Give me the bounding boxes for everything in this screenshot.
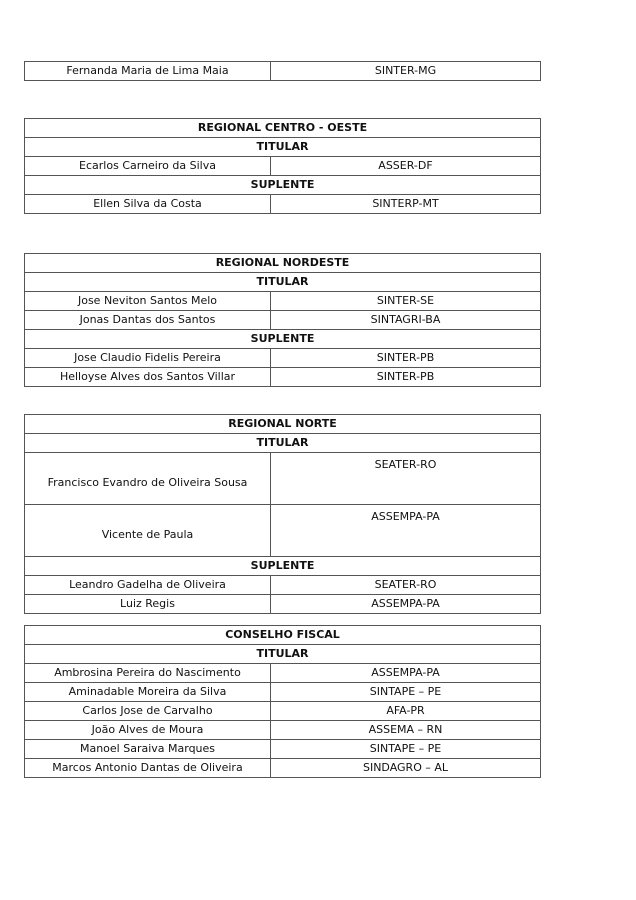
member-name: Helloyse Alves dos Santos Villar: [25, 368, 271, 387]
member-name: Luiz Regis: [25, 595, 271, 614]
member-org: ASSEMPA-PA: [271, 595, 541, 614]
titular-label: TITULAR: [25, 645, 541, 664]
member-name: Leandro Gadelha de Oliveira: [25, 576, 271, 595]
member-name: Fernanda Maria de Lima Maia: [25, 62, 271, 81]
table-row: [25, 62, 541, 81]
member-name: Ambrosina Pereira do Nascimento: [25, 664, 271, 683]
member-org: SEATER-RO: [271, 453, 541, 505]
suplente-label: SUPLENTE: [25, 176, 541, 195]
member-org: SINTER-PB: [271, 368, 541, 387]
table-row: [25, 311, 541, 330]
member-name: João Alves de Moura: [25, 721, 271, 740]
member-org: SEATER-RO: [271, 576, 541, 595]
table-row: [25, 595, 541, 614]
member-name: Jose Neviton Santos Melo: [25, 292, 271, 311]
regional-norte-table: [24, 414, 541, 614]
titular-label: TITULAR: [25, 138, 541, 157]
member-name: Jonas Dantas dos Santos: [25, 311, 271, 330]
section-title: REGIONAL NORTE: [25, 415, 541, 434]
member-org: SINTER-SE: [271, 292, 541, 311]
member-org: ASSEMA – RN: [271, 721, 541, 740]
section-title: CONSELHO FISCAL: [25, 626, 541, 645]
member-name: Manoel Saraiva Marques: [25, 740, 271, 759]
table-row: [25, 368, 541, 387]
member-org: SINTAPE – PE: [271, 740, 541, 759]
conselho-fiscal-table: [24, 625, 541, 778]
member-name: Vicente de Paula: [25, 505, 271, 557]
member-name: Aminadable Moreira da Silva: [25, 683, 271, 702]
regional-nordeste-table: [24, 253, 541, 387]
table-row: [25, 576, 541, 595]
table-row: [25, 740, 541, 759]
table-row: [25, 292, 541, 311]
member-org: SINTAGRI-BA: [271, 311, 541, 330]
table-row: [25, 505, 541, 557]
section-title: REGIONAL CENTRO - OESTE: [25, 119, 541, 138]
top-table: [24, 61, 541, 81]
suplente-label: SUPLENTE: [25, 557, 541, 576]
table-row: [25, 721, 541, 740]
suplente-label: SUPLENTE: [25, 330, 541, 349]
member-org: ASSER-DF: [271, 157, 541, 176]
regional-centro-oeste-table: [24, 118, 541, 214]
member-org: SINTER-PB: [271, 349, 541, 368]
table-row: [25, 157, 541, 176]
table-row: [25, 759, 541, 778]
table-row: [25, 664, 541, 683]
member-name: Francisco Evandro de Oliveira Sousa: [25, 453, 271, 505]
member-name: Marcos Antonio Dantas de Oliveira: [25, 759, 271, 778]
member-org: ASSEMPA-PA: [271, 664, 541, 683]
member-name: Ecarlos Carneiro da Silva: [25, 157, 271, 176]
table-row: [25, 683, 541, 702]
member-org: SINTAPE – PE: [271, 683, 541, 702]
member-name: Ellen Silva da Costa: [25, 195, 271, 214]
section-title: REGIONAL NORDESTE: [25, 254, 541, 273]
titular-label: TITULAR: [25, 273, 541, 292]
table-row: [25, 195, 541, 214]
table-row: [25, 702, 541, 721]
member-org: SINTERP-MT: [271, 195, 541, 214]
member-name: Carlos Jose de Carvalho: [25, 702, 271, 721]
table-row: [25, 453, 541, 505]
table-row: [25, 349, 541, 368]
member-org: SINDAGRO – AL: [271, 759, 541, 778]
member-name: Jose Claudio Fidelis Pereira: [25, 349, 271, 368]
titular-label: TITULAR: [25, 434, 541, 453]
member-org: AFA-PR: [271, 702, 541, 721]
member-org: ASSEMPA-PA: [271, 505, 541, 557]
member-org: SINTER-MG: [271, 62, 541, 81]
